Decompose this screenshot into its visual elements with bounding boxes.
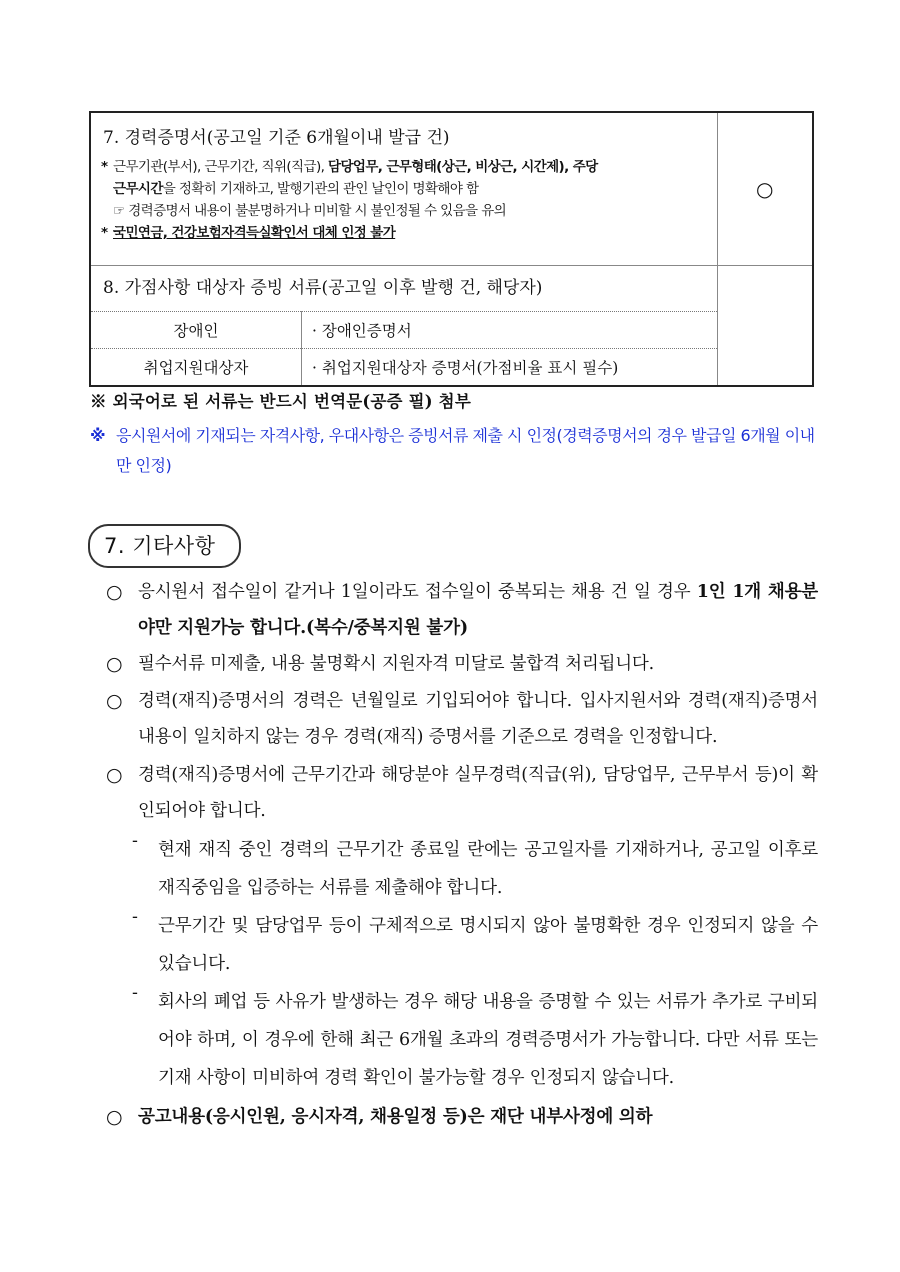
row-heading: 8. 가점사항 대상자 증빙 서류(공고일 이후 발행 건, 해당자) [91, 265, 717, 311]
section-title: 7. 기타사항 [88, 524, 241, 568]
section-body [106, 574, 818, 1135]
table-row: 취업지원대상자 · 취업지원대상자 증명서(가점비율 표시 필수) [91, 349, 717, 386]
sub-list-item: - 현재 재직 중인 경력의 근무기간 종료일 란에는 공고일자를 기재하거나, 공고일 이후로 재직중임을 입증하는 서류를 제출해야 합니다. [132, 831, 818, 898]
table-row: 장애인 · 장애인증명서 [91, 312, 717, 349]
bonus-documents-subtable [91, 311, 717, 385]
list-item: ○ 공고내용(응시인원, 응시자격, 채용일정 등)은 재단 내부사정에 의하 [106, 1106, 653, 1128]
list-item: ○ 필수서류 미제출, 내용 불명확시 지원자격 미달로 불합격 처리됩니다. [106, 653, 655, 675]
list-item: ○ 경력(재직)증명서의 경력은 년월일로 기입되어야 합니다. 입사지원서와 경력(재직)증명서 내용이 일치하지 않는 경우 경력(재직) 증명서를 기준으로 경력을 인정합니다. [106, 690, 818, 747]
list-item: ○ 경력(재직)증명서에 근무기간과 해당분야 실무경력(직급(위), 담당업무, 근무부서 등)이 확인되어야 합니다. [106, 764, 818, 821]
document-requirements-table [89, 111, 814, 387]
footnote-translation: ※ 외국어로 된 서류는 반드시 번역문(공증 필) 첨부 [90, 392, 471, 411]
sub-list-item: - 근무기간 및 담당업무 등이 구체적으로 명시되지 않아 불명확한 경우 인정되지 않을 수 있습니다. [132, 907, 818, 974]
required-mark: ○ [756, 176, 774, 201]
list-item: ○ 응시원서 접수일이 같거나 1일이라도 접수일이 중복되는 채용 건 일 경우 1인 1개 채용분야만 지원가능 합니다.(복수/중복지원 불가) [106, 581, 818, 638]
note-item: * 근무기관(부서), 근무기간, 직위(직급), 담당업무, 근무형태(상근, 비상근, 시간제), 주당 근무시간을 정확히 기재하고, 발행기관의 관인 날인이 명확해야 함 ☞ 경력증명서 내용이 불분명하거나 미비할 시 불인정될 수 있음을 유의 [101, 159, 598, 219]
table-row [90, 265, 813, 386]
note-item: * 국민연금, 건강보험자격득실확인서 대체 인정 불가 [101, 225, 396, 241]
footnote-certification: ※ 응시원서에 기재되는 자격사항, 우대사항은 증빙서류 제출 시 인정(경력증명서의 경우 발급일 6개월 이내만 인정) [90, 426, 815, 475]
table-row [90, 112, 813, 265]
sub-list-item: - 회사의 폐업 등 사유가 발생하는 경우 해당 내용을 증명할 수 있는 서류가 추가로 구비되어야 하며, 이 경우에 한해 최근 6개월 초과의 경력증명서가 가능합니다. 다만 서류 또는 기재 사항이 미비하여 경력 확인이 불가능할 경우 인정되지 않습니다. [132, 983, 818, 1088]
row-heading: 7. 경력증명서(공고일 기준 6개월이내 발급 건) [103, 128, 450, 148]
